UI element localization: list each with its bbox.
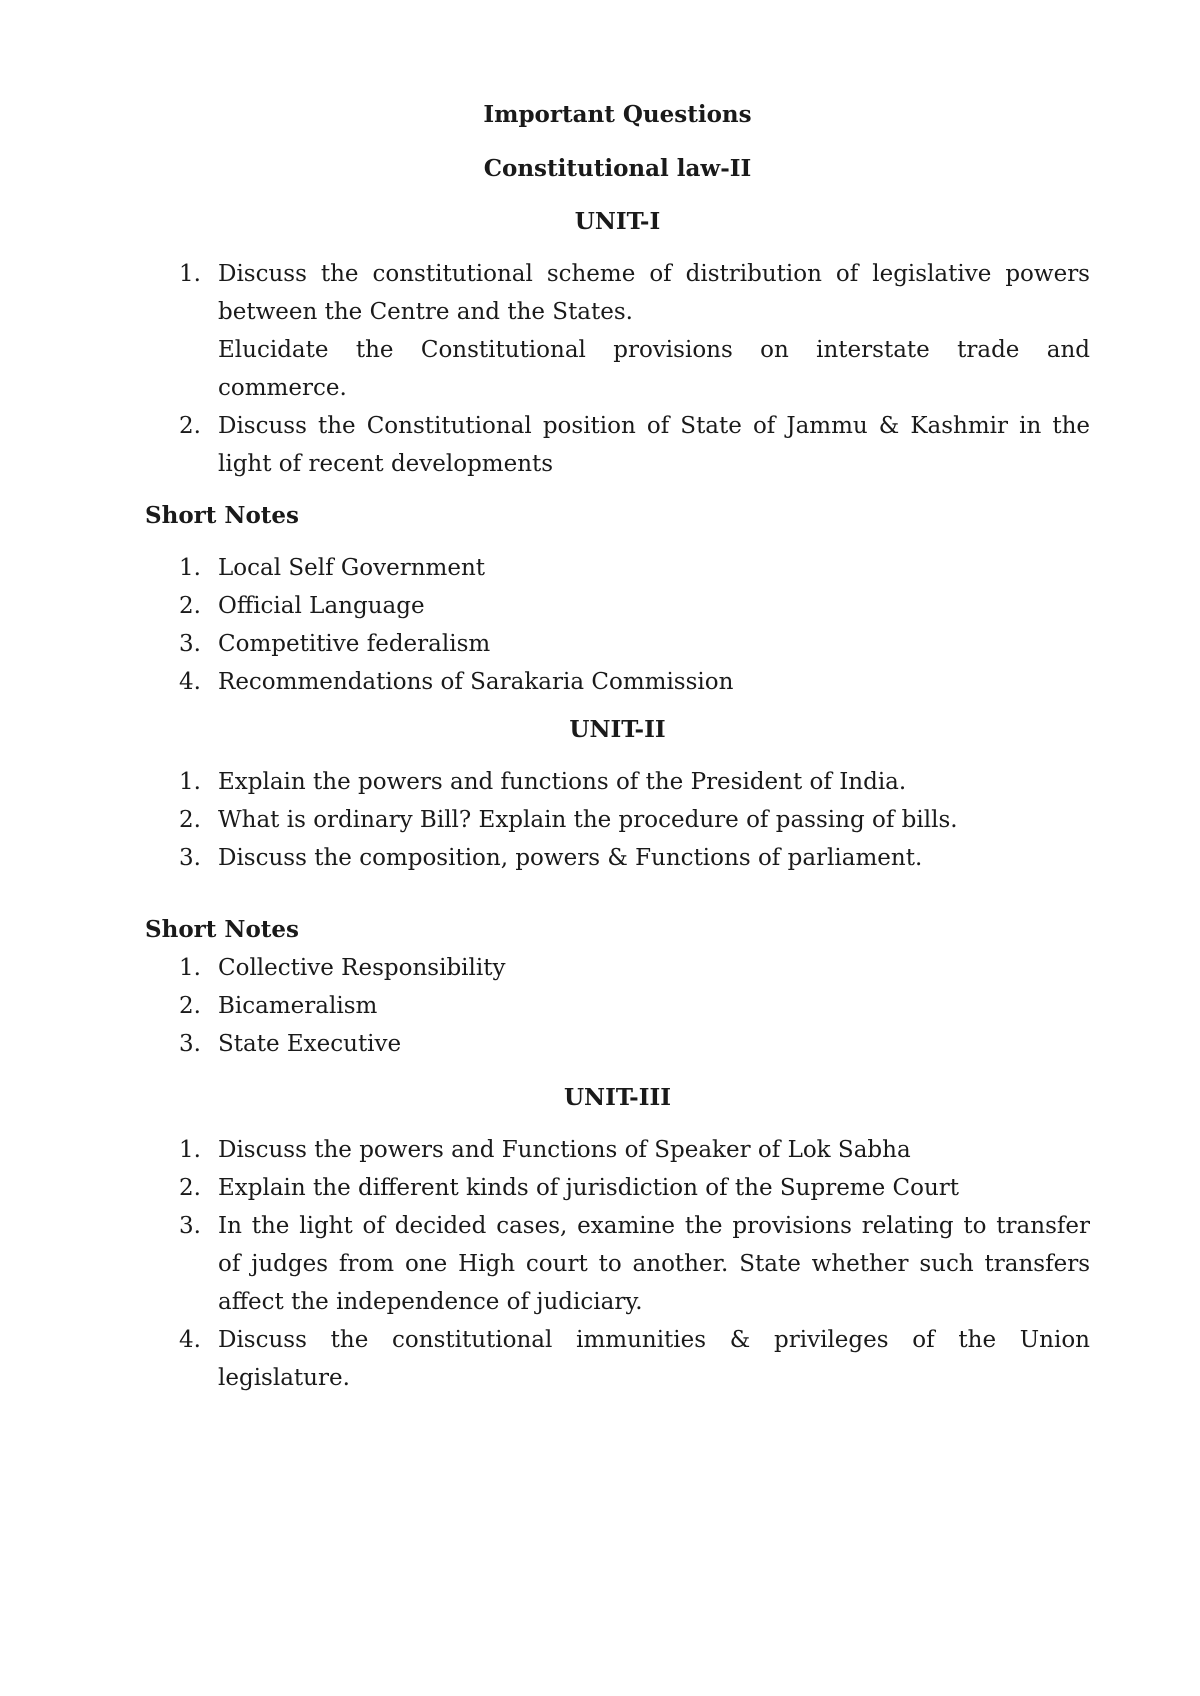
- list-number: 3.: [179, 845, 201, 871]
- note-text: Local Self Government: [218, 555, 486, 581]
- question-text: What is ordinary Bill? Explain the procedure of passing of bills.: [218, 807, 958, 833]
- question-line: affect the independence of judiciary.: [218, 1289, 643, 1315]
- question-text: Explain the powers and functions of the President of India.: [218, 769, 907, 795]
- list-number: 4.: [179, 669, 201, 695]
- question-text: Discuss the composition, powers & Functions of parliament.: [218, 845, 923, 871]
- list-number: 2.: [179, 993, 201, 1019]
- list-item: [145, 801, 1090, 839]
- question-line: Elucidate the Constitutional provisions on interstate trade and: [218, 337, 1090, 363]
- unit-2-heading: UNIT-II: [569, 716, 666, 743]
- list-item: [145, 663, 1090, 701]
- list-item: [145, 987, 1090, 1025]
- note-text: Bicameralism: [218, 993, 378, 1019]
- list-item: [145, 549, 1090, 587]
- list-item: [145, 407, 1090, 483]
- question-line: between the Centre and the States.: [218, 299, 633, 325]
- list-number: 3.: [179, 1031, 201, 1057]
- note-text: Collective Responsibility: [218, 955, 506, 981]
- list-number: 4.: [179, 1327, 201, 1353]
- note-text: State Executive: [218, 1031, 402, 1057]
- question-line: commerce.: [218, 375, 347, 401]
- unit-1-short-notes-heading: Short Notes: [145, 502, 299, 529]
- question-line: Discuss the powers and Functions of Speaker of Lok Sabha: [218, 1137, 911, 1163]
- note-text: Official Language: [218, 593, 425, 619]
- unit-1-heading: UNIT-I: [574, 208, 661, 235]
- question-line: legislature.: [218, 1365, 350, 1391]
- list-number: 1.: [179, 769, 201, 795]
- list-item: [145, 1131, 1090, 1169]
- unit-1-short-notes-list: [145, 549, 1090, 701]
- list-number: 1.: [179, 1137, 201, 1163]
- question-line: Explain the different kinds of jurisdiction of the Supreme Court: [218, 1175, 960, 1201]
- list-number: 2.: [179, 593, 201, 619]
- note-text: Recommendations of Sarakaria Commission: [218, 669, 734, 695]
- list-item: [145, 625, 1090, 663]
- list-number: 1.: [179, 261, 201, 287]
- document-subject: Constitutional law-II: [483, 155, 752, 182]
- list-number: 3.: [179, 1213, 201, 1239]
- list-item: [145, 255, 1090, 407]
- list-item: [145, 587, 1090, 625]
- list-item: [145, 1169, 1090, 1207]
- list-number: 3.: [179, 631, 201, 657]
- question-line: Discuss the constitutional immunities & privileges of the Union: [218, 1327, 1090, 1353]
- list-number: 2.: [179, 1175, 201, 1201]
- unit-1-question-list: [145, 255, 1090, 483]
- question-line: of judges from one High court to another. State whether such transfers: [218, 1251, 1090, 1277]
- unit-2-short-notes-list: [145, 949, 1090, 1063]
- unit-3-question-list: [145, 1131, 1090, 1397]
- question-line: Discuss the Constitutional position of State of Jammu & Kashmir in the: [218, 413, 1090, 439]
- list-number: 2.: [179, 807, 201, 833]
- document-body: [145, 96, 1090, 1397]
- list-number: 2.: [179, 413, 201, 439]
- list-item: [145, 949, 1090, 987]
- note-text: Competitive federalism: [218, 631, 491, 657]
- unit-3-heading: UNIT-III: [564, 1084, 671, 1111]
- list-number: 1.: [179, 555, 201, 581]
- document-title: Important Questions: [483, 101, 752, 128]
- question-line: Discuss the constitutional scheme of distribution of legislative powers: [218, 261, 1090, 287]
- list-item: [145, 1207, 1090, 1321]
- list-item: [145, 1025, 1090, 1063]
- question-line: In the light of decided cases, examine the provisions relating to transfer: [218, 1213, 1090, 1239]
- list-number: 1.: [179, 955, 201, 981]
- unit-2-question-list: [145, 763, 1090, 877]
- list-item: [145, 763, 1090, 801]
- list-item: [145, 839, 1090, 877]
- unit-2-short-notes-heading: Short Notes: [145, 916, 299, 943]
- list-item: [145, 1321, 1090, 1397]
- question-line: light of recent developments: [218, 451, 554, 477]
